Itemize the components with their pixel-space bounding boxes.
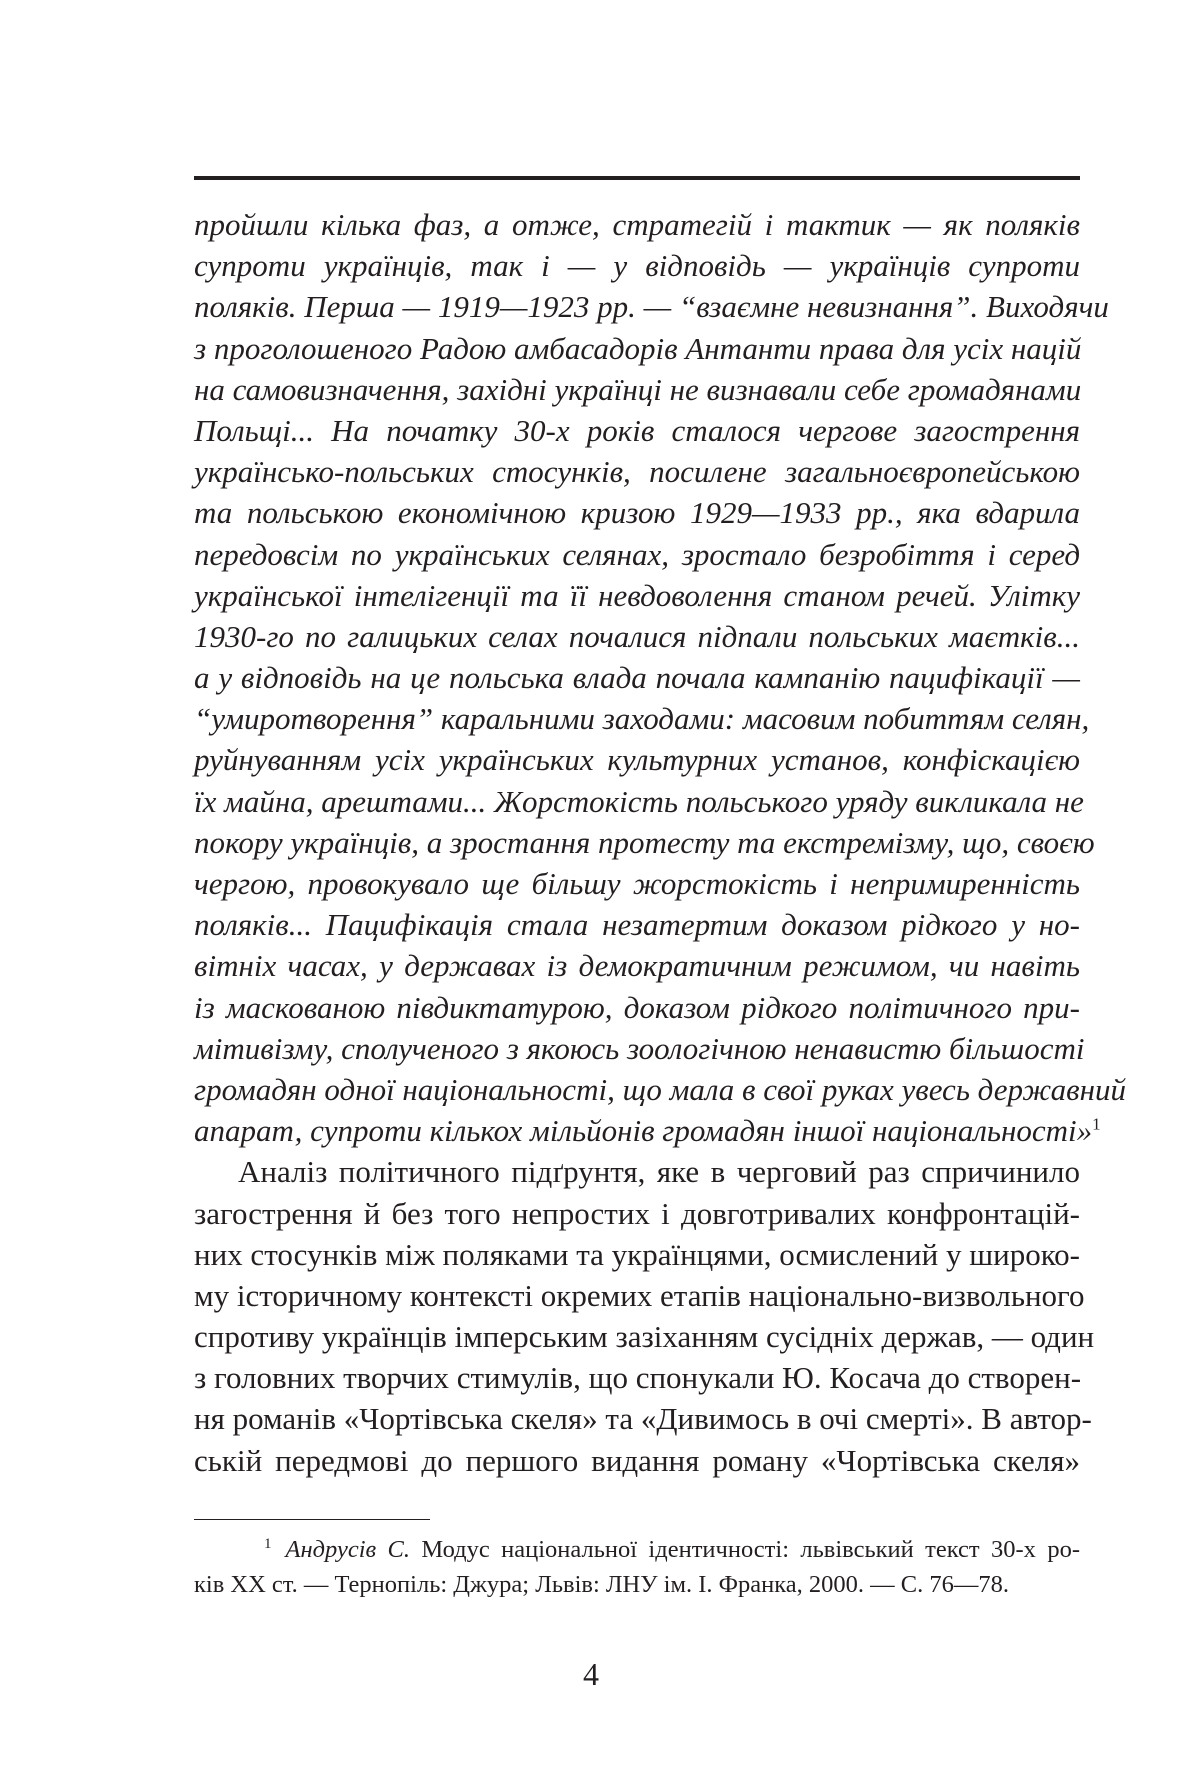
- footnote-line: [194, 1532, 1080, 1567]
- paragraph-line: спротиву українців імперським зазіханням сусідніх держав, — один: [194, 1319, 1095, 1355]
- quote-line: громадян одної національності, що мала в свої руках увесь державний: [194, 1071, 1126, 1107]
- paragraph-line: загострення й без того непростих і довготривалих конфронтацій-: [194, 1195, 1080, 1231]
- quote-line: супроти українців, так і — у відповідь — українців супроти: [194, 248, 1080, 284]
- paragraph-line: му історичному контексті окремих етапів національно-визвольного: [194, 1277, 1085, 1313]
- paragraph-line: них стосунків між поляками та українцями, осмислений у широко-: [194, 1236, 1080, 1272]
- header-rule: [194, 176, 1080, 180]
- quote-line: “умиротворення” каральними заходами: масовим побиттям селян,: [194, 701, 1090, 737]
- quote-line: руйнуванням усіх українських культурних установ, конфіскацією: [194, 742, 1080, 778]
- quote-line: з проголошеного Радою амбасадорів Антанти права для усіх націй: [194, 330, 1082, 366]
- quote-line: пройшли кілька фаз, а отже, стратегій і тактик — як поляків: [194, 207, 1080, 242]
- paragraph-line: ській передмові до першого видання роману «Чортівська скеля»: [194, 1442, 1080, 1478]
- footnote-text: Модус національної ідентичності: львівський текст 30-х ро-: [421, 1536, 1080, 1563]
- quote-line: на самовизначення, західні українці не визнавали себе громадянами: [194, 371, 1082, 407]
- quote-line: покору українців, а зростання протесту та екстремізму, що, своєю: [194, 824, 1095, 860]
- quote-last-line: [194, 1110, 1101, 1151]
- quote-line: із маскованою півдиктатурою, доказом рідкого політичного при-: [194, 989, 1080, 1025]
- quote-line: апарат, супроти кількох мільйонів громадян іншої національності»: [194, 1113, 1093, 1149]
- quote-line: вітніх часах, у державах із демократичним режимом, чи навіть: [194, 948, 1080, 984]
- quote-line: мітивізму, сполученого з якоюсь зоологічною ненавистю більшості: [194, 1030, 1085, 1066]
- footnote-number: 1: [264, 1535, 272, 1552]
- page-number: 4: [583, 1656, 599, 1692]
- footnote-reference[interactable]: 1: [1092, 1114, 1101, 1134]
- quote-line: поляків... Пацифікація стала незатертим доказом рідкого у но-: [194, 907, 1080, 943]
- paragraph-line: Аналіз політичного підґрунтя, яке в черговий раз спричинило: [238, 1154, 1080, 1190]
- quote-line: чергою, провокувало ще більшу жорстокість і непримиренність: [194, 866, 1080, 901]
- quote-line: їх майна, арештами... Жорстокість польського уряду викликала не: [194, 783, 1084, 819]
- footnote-rule: [194, 1519, 430, 1520]
- quote-line: передовсім по українських селянах, зростало безробіття і серед: [194, 536, 1080, 572]
- page-body: [194, 204, 1126, 1481]
- quote-line: а у відповідь на це польська влада почала кампанію пацифікації —: [194, 660, 1080, 696]
- quote-line: Польщі... На початку 30-х років сталося чергове загострення: [194, 412, 1080, 448]
- footnote-author: Андрусів С.: [285, 1536, 410, 1563]
- footnote-line: ків XX ст. — Тернопіль: Джура; Львів: ЛНУ ім. І. Франка, 2000. — С. 76—78.: [194, 1571, 1009, 1598]
- footnote: [194, 1532, 1080, 1602]
- quote-line: української інтелігенції та її невдоволення станом речей. Улітку: [194, 577, 1080, 613]
- paragraph-line: ня романів «Чортівська скеля» та «Дивимось в очі смерті». В автор-: [194, 1401, 1092, 1437]
- quote-line: 1930-го по галицьких селах почалися підпали польських маєтків...: [194, 618, 1080, 654]
- block-quote: [194, 204, 1126, 1151]
- paragraph-line: з головних творчих стимулів, що спонукали Ю. Косача до створен-: [194, 1360, 1082, 1396]
- quote-line: українсько-польських стосунків, посилене загальноєвропейською: [194, 454, 1080, 490]
- body-paragraph: [194, 1151, 1095, 1481]
- quote-line: та польською економічною кризою 1929—1933 рр., яка вдарила: [194, 495, 1080, 531]
- quote-line: поляків. Перша — 1919—1923 рр. — “взаємне невизнання”. Виходячи: [194, 289, 1109, 325]
